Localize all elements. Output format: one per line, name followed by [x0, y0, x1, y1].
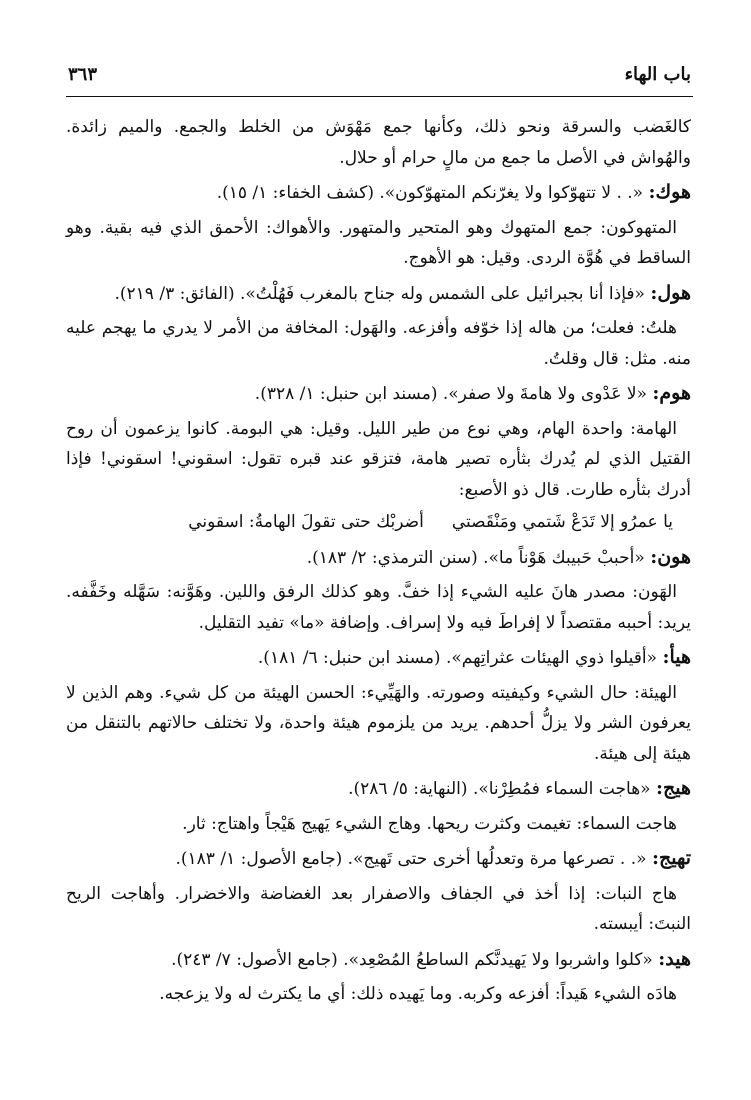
entry-headword: هيد:	[658, 947, 691, 970]
intro-paragraph: كالغَضب والسرقة ونحو ذلك، وكأنها جمع مَهْوَش من الخلط والجمع. والميم زائدة. والهُواش في الأصل ما جمع من مالٍ حرام أو حلال.	[66, 117, 691, 168]
entry-quote: «أحببْ حَبيبك هَوْناً ما».	[483, 547, 645, 568]
entry-hawl	[66, 278, 691, 310]
entry-source: (جامع الأصول: ٧/ ٢٤٣).	[171, 949, 338, 970]
entry-explanation: هاج النبات: إذا أخذ في الجفاف والاصفرار بعد الغضاضة والاخضرار. وأهاجت الريح النبتَ: أيبسته.	[66, 883, 691, 934]
entry-headword: هوك:	[648, 181, 691, 203]
page-header	[68, 60, 691, 88]
entry-explanation: هلتُ: فعلت؛ من هاله إذا خوّفه وأفزعه. والهَول: المخافة من الأمر لا يدري ما يهجم عليه منه. مثل: قال وقلتُ.	[66, 318, 691, 369]
entry-headword: تهيج:	[651, 847, 691, 869]
entry-explanation: الهيئة: حال الشيء وكيفيته وصورته. والهَيِّيء: الحسن الهيئة من كل شيء. وهم الذين لا يعرفون الشر ولا يزلُّ أحدهم. يريد من يلزموم هيئة واحدة، ولا تختلف حالاتهم بالتنقل من هيئة إلى هيئة.	[66, 682, 691, 764]
entry-quote: «فإذا أنا بجبرائيل على الشمس وله جناح بالمغرب فَهُلْتُ».	[240, 283, 645, 304]
entry-headword: هول:	[650, 281, 691, 304]
entry-explanation: المتهوكون: جمع المتهوك وهو المتحير والمتهور. والأهواك: الأحمق الذي فيه بقية. وهو الساقط في هُوَّة الردى. وقيل: هو الأهوج.	[66, 217, 691, 268]
entry-explanation: هادَه الشيء هَيداً: أفزعه وكربه. وما يَهيده ذلك: أي ما يكترث له ولا يزعجه.	[159, 984, 677, 1004]
verse-second-hemistich: أضربْك حتى تقولَ الهامةُ: اسقوني	[188, 512, 424, 532]
entry-source: (مسند ابن حنبل: ٦/ ١٨١).	[257, 648, 441, 668]
entry-hawn	[66, 542, 691, 574]
entry-quote: «. . تصرعها مرة وتعدلُها أخرى حتى تَهيج».	[347, 849, 647, 869]
page-number: ٣٦٣	[68, 63, 98, 85]
entry-explanation: هاجت السماء: تغيمت وكثرت ريحها. وهاج الشيء يَهيج هَيْجاً واهتاج: ثار.	[182, 813, 677, 834]
entry-headword: هون:	[650, 545, 691, 568]
entry-explanation: الهَون: مصدر هانَ عليه الشيء إذا خفَّ. وهو كذلك الرفق واللين. وهَوَّنه: سَهَّله وخَفَّفه. يريد: أحببه مقتصداً لا إفراطَ فيه ولا إسراف. وإضافة «ما» تفيد التقليل.	[66, 582, 691, 633]
entry-source: (سنن الترمذي: ٢/ ١٨٣).	[306, 547, 478, 568]
verse-first-hemistich: يا عمرُو إلا تَدَعْ شَتمي ومَنْقَصتي	[451, 512, 673, 532]
entry-quote: «هاجت السماء فمُطِرْنا».	[472, 779, 651, 799]
poetry-verse	[66, 507, 691, 538]
entry-hawm	[66, 378, 691, 410]
entry-quote: «. . لا تتهوّكوا ولا يغرّنكم المتهوّكون».	[379, 183, 644, 203]
entry-headword: هيأ:	[662, 646, 691, 668]
entry-hayaa	[66, 642, 691, 674]
entry-headword: هوم:	[652, 382, 691, 404]
entry-headword: هيج:	[655, 777, 691, 799]
entry-explanation: الهامة: واحدة الهام، وهي نوع من طير الليل. وقيل: هي البومة. كانوا يزعمون أن روح القتيل الذي لم يُدرك بثأره تصير هامة، فتزقو عند قبره تقول: اسقوني! اسقوني! فإذا أدرك بثأره طارت. قال ذو الأصبع:	[66, 418, 691, 500]
chapter-title: باب الهاء	[624, 63, 691, 85]
entry-hayj	[66, 773, 691, 805]
entry-source: (جامع الأصول: ١/ ١٨٣).	[175, 849, 343, 869]
entry-hawk	[66, 177, 691, 209]
entry-hayd	[66, 944, 691, 976]
entry-quote: «أقيلوا ذوي الهيئات عثراتِهم».	[445, 648, 658, 668]
entry-source: (الفائق: ٣/ ٢١٩).	[114, 283, 235, 304]
entry-quote: «كلوا واشربوا ولا يَهيدنَّكم الساطعُ المُصْعِد».	[343, 949, 653, 970]
entry-source: (النهاية: ٥/ ٢٨٦).	[348, 779, 468, 799]
entry-quote: «لا عَدْوى ولا هامةَ ولا صفر».	[442, 384, 647, 404]
header-divider	[66, 96, 693, 97]
entry-source: (مسند ابن حنبل: ١/ ٣٢٨).	[254, 384, 438, 404]
page-body	[66, 112, 691, 1012]
entry-tahyij	[66, 843, 691, 875]
entry-source: (كشف الخفاء: ١/ ١٥).	[216, 183, 374, 203]
